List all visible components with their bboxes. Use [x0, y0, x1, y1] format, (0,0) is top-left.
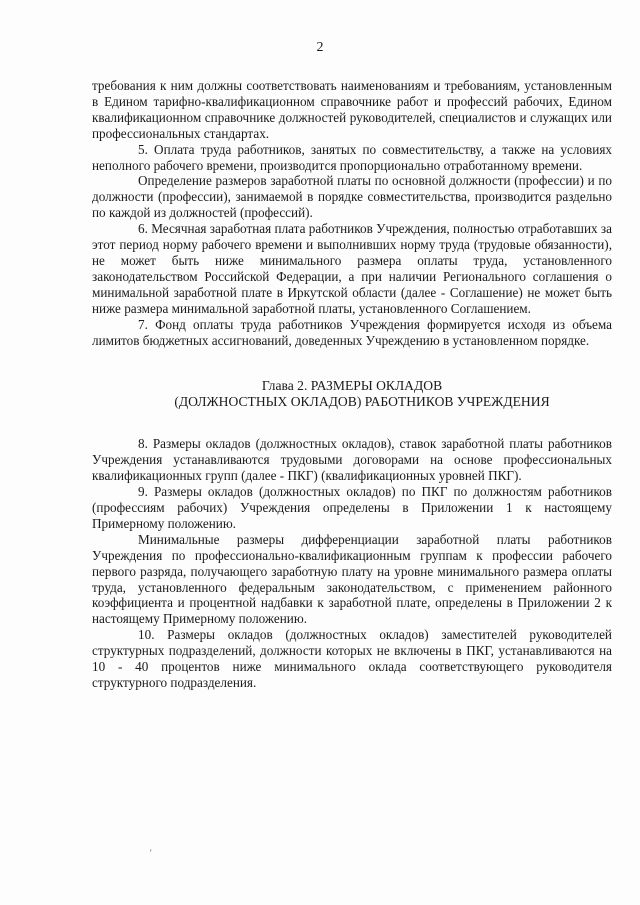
scan-speck: ' [150, 848, 152, 858]
paragraph-7-wage-fund: 7. Фонд оплаты труда работников Учреждения формируется исходя из объема лимитов бюджетных ассигнований, доведенных Учреждению в установленном порядке. [92, 316, 612, 348]
paragraph-10-deputy-salaries: 10. Размеры окладов (должностных окладов) заместителей руководителей структурных подразделений, должности которых не включены в ПКГ, устанавливаются на 10 - 40 процентов ниже минимального оклада соответствующего руководителя структурного подразделения. [92, 627, 612, 690]
paragraph-5-salary-determination: Определение размеров заработной платы по основной должности (профессии) и по должности (профессии), занимаемой в порядке совместительства, производится раздельно по каждой из должностей (профессий). [92, 173, 612, 221]
page-number: 2 [316, 40, 324, 55]
chapter-heading [92, 378, 612, 410]
paragraph-8-salary-sizes: 8. Размеры окладов (должностных окладов), ставок заработной платы работников Учреждения устанавливаются трудовыми договорами на основе профессиональных квалификационных групп (далее - ПКГ) (квалификационных уровней ПКГ). [92, 436, 612, 484]
paragraph-6-minimum-wage: 6. Месячная заработная плата работников Учреждения, полностью отработавших за этот период норму рабочего времени и выполнивших норму труда (трудовые обязанности), не может быть ниже минимального размера оплаты труда, установленного законодательством Российской Федерации, а при наличии Регионального соглашения о минимальной заработной плате в Иркутской области (далее - Соглашение) не может быть ниже размера минимальной заработной платы, установленного Соглашением. [92, 221, 612, 316]
paragraph-9-pkg-salaries: 9. Размеры окладов (должностных окладов) по ПКГ по должностям работников (профессиям рабочих) Учреждения определены в Приложении 1 к настоящему Примерному положению. [92, 484, 612, 531]
paragraph-9-differentiation: Минимальные размеры дифференциации заработной платы работников Учреждения по профессионально-квалификационным группам к профессии рабочего первого разряда, получающего заработную плату на уровне минимального размера оплаты труда, установленного федеральным законодательством, с применением районного коэффициента и процентной надбавки к заработной плате, определены в Приложении 2 к настоящему Примерному положению. [92, 531, 612, 627]
chapter-title-line1: Глава 2. РАЗМЕРЫ ОКЛАДОВ [261, 378, 443, 394]
paragraph-5-part-time-pay: 5. Оплата труда работников, занятых по совместительству, а также на условиях неполного рабочего времени, производится пропорционально отработанному времени. [92, 141, 612, 173]
chapter-title-line2: (ДОЛЖНОСТНЫХ ОКЛАДОВ) РАБОТНИКОВ УЧРЕЖДЕНИЯ [174, 394, 550, 410]
paragraph-requirements-continued: требования к ним должны соответствовать наименованиям и требованиям, установленным в Едином тарифно-квалификационном справочнике работ и профессий рабочих, Едином квалификационном справочнике должностей руководителей, специалистов и служащих или профессиональных стандартах. [92, 78, 612, 141]
document-body [92, 78, 612, 691]
